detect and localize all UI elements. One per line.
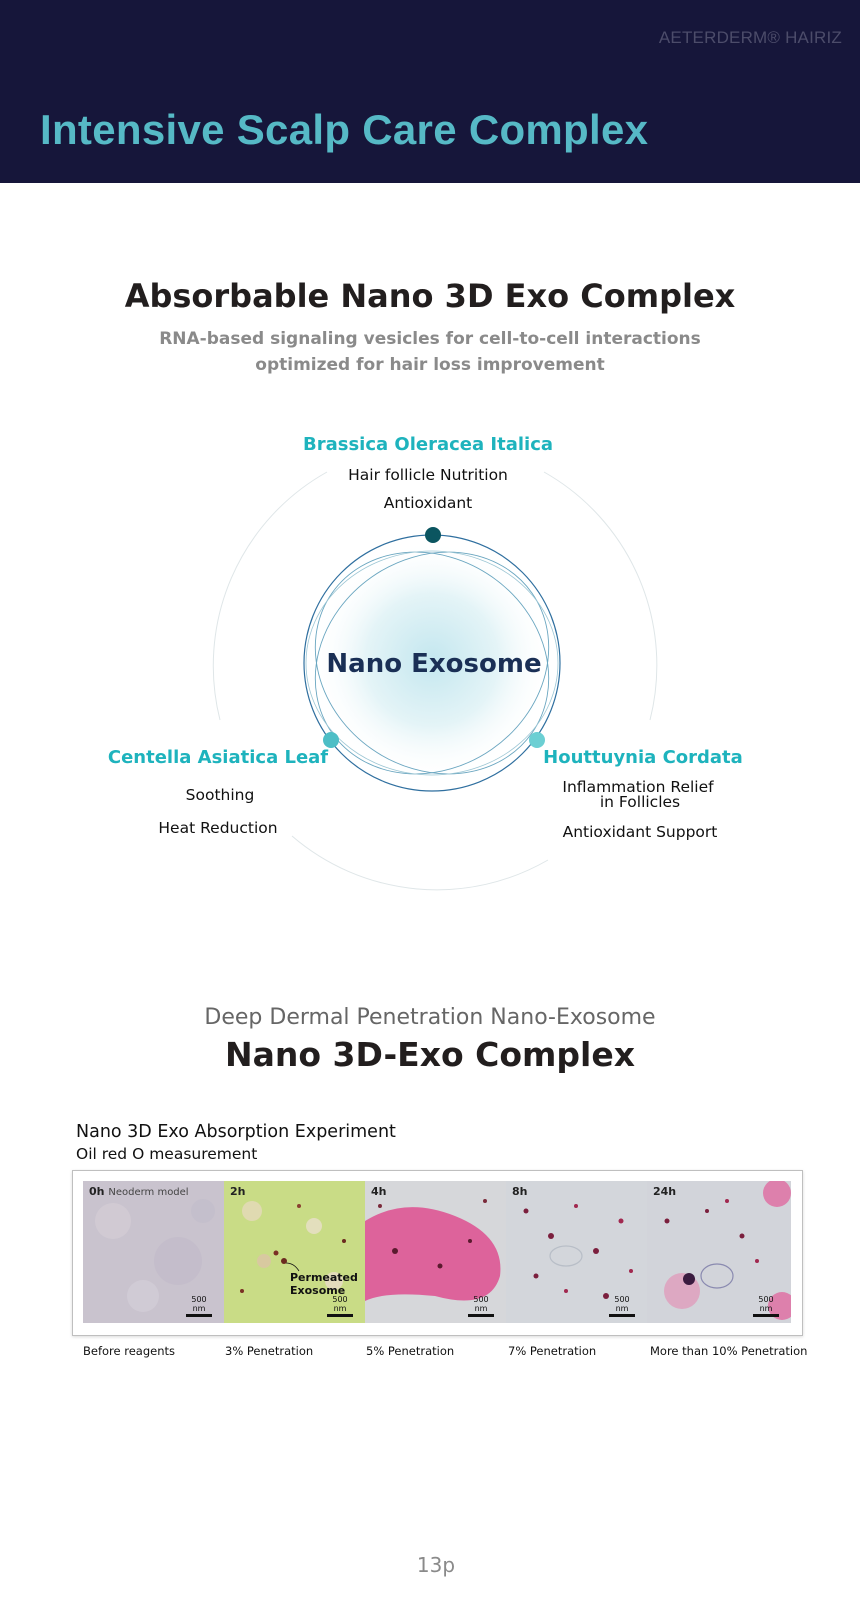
node-houttuynia [529,732,545,748]
panel-time-label: 8h [512,1185,528,1198]
page-number: 13p [416,1553,456,1577]
experiment-subtitle: Oil red O measurement [76,1145,258,1163]
section-subtitle [0,326,860,378]
section-title: Absorbable Nano 3D Exo Complex [124,277,736,315]
panel-time-label: 2h [230,1185,246,1198]
core-label: Nano Exosome [326,649,542,679]
section-title: Nano 3D-Exo Complex [224,1035,636,1074]
micrograph-2h [224,1181,365,1323]
ingredient-effect: Antioxidant Support [562,823,718,841]
scale-bar: 500 nm [468,1295,494,1317]
node-centella [323,732,339,748]
scale-bar: 500 nm [609,1295,635,1317]
panel-caption: More than 10% Penetration [650,1344,808,1358]
node-brassica [425,527,441,543]
micrograph-8h [506,1181,647,1323]
scale-bar: 500 nm [186,1295,212,1317]
header-banner [0,0,860,183]
ingredient-effect: Inflammation Relief [562,778,714,796]
panel-caption: 7% Penetration [508,1344,597,1358]
subtitle-line: optimized for hair loss improvement [255,355,605,375]
panel-caption: Before reagents [83,1344,176,1358]
ingredient-effect: in Follicles [599,793,681,811]
section-kicker: Deep Dermal Penetration Nano-Exosome [204,1005,656,1030]
ingredient-effect: Antioxidant [383,494,473,512]
brand-logo: AETERDERM® HAIRIZ [658,28,842,47]
panel-caption: 3% Penetration [225,1344,314,1358]
ingredient-name: Centella Asiatica Leaf [107,747,329,768]
experiment-title: Nano 3D Exo Absorption Experiment [76,1122,396,1142]
micrograph-0h [83,1181,224,1323]
subtitle-line: RNA-based signaling vesicles for cell-to-cell interactions [159,329,701,349]
microscopy-strip [72,1170,803,1336]
micrograph-4h [365,1181,506,1323]
scale-bar: 500 nm [753,1295,779,1317]
panel-time-label: 4h [371,1185,387,1198]
ingredient-name: Houttuynia Cordata [543,747,743,768]
scale-bar: 500 nm [327,1295,353,1317]
page-title: Intensive Scalp Care Complex [40,106,649,153]
panel-time-label: 0h Neoderm model [89,1185,189,1198]
ingredient-effect: Hair follicle Nutrition [348,466,508,484]
panel-caption: 5% Penetration [366,1344,455,1358]
ingredient-name: Brassica Oleracea Italica [302,434,554,455]
ingredient-effect: Soothing [185,786,255,804]
ingredient-effect: Heat Reduction [158,819,278,837]
micrograph-24h [647,1181,791,1323]
panel-time-label: 24h [653,1185,677,1198]
annotation-permeated-exosome: Permeated Exosome [290,1271,358,1297]
